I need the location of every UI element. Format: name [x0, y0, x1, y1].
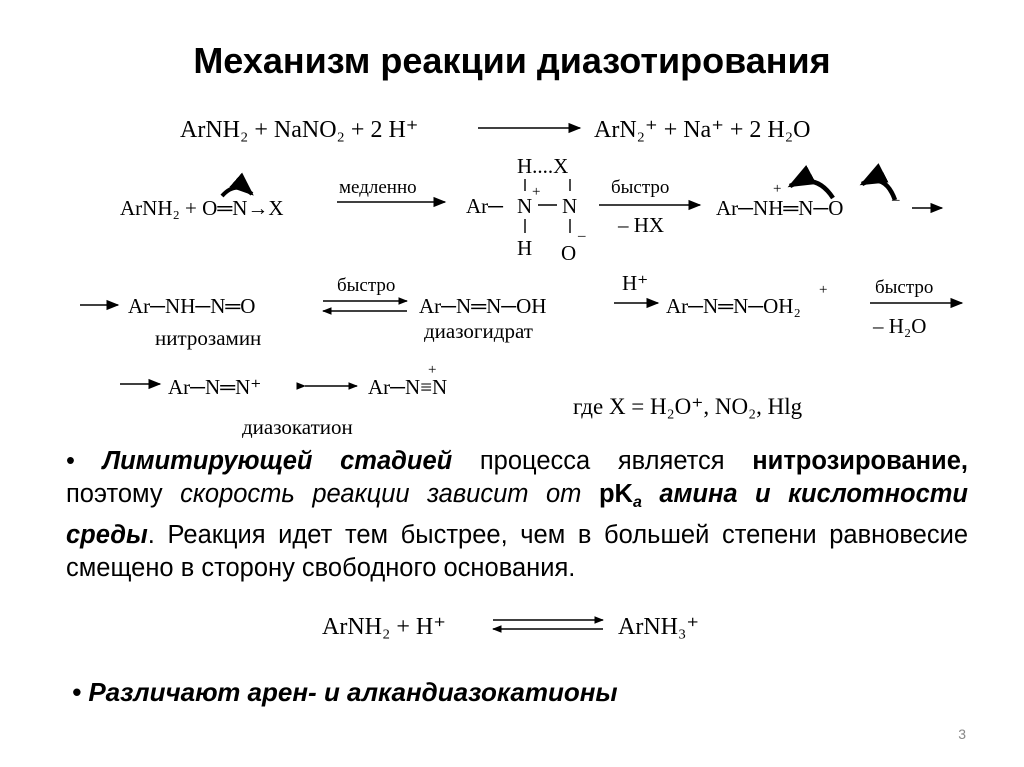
fast-label-3: быстро — [875, 277, 934, 298]
intermediate-o: O — [561, 241, 577, 265]
minus-hx: – HX — [618, 213, 665, 237]
minus-h2o: – H₂O — [873, 314, 927, 338]
fast-label-1: быстро — [611, 177, 670, 198]
plus-sign-4: + — [428, 362, 437, 378]
h-plus-label: H⁺ — [622, 271, 649, 295]
minus-sign-o: – — [578, 228, 586, 244]
equilibrium-right: ArNH₃⁺ — [618, 614, 700, 640]
x-definition: где X = H₂O⁺, NO₂, Hlg — [573, 394, 803, 419]
diazohydrate: Ar─N═N─OH — [419, 294, 547, 318]
intermediate-ar: Ar─ — [466, 194, 504, 218]
protonated: Ar─N═N─OH₂ — [666, 294, 801, 318]
plus-sign-3: + — [819, 282, 828, 298]
bullet1-text-4: поэтому — [66, 479, 181, 508]
intermediate-n1: N — [517, 194, 533, 218]
curved-arrow-icon — [222, 187, 252, 196]
bullet1-paragraph — [66, 445, 968, 584]
slide-title: Механизм реакции диазотирования — [193, 40, 831, 81]
amine-acidity-text: амина и кислотности среды — [66, 479, 969, 549]
nitrosamine-label: нитрозамин — [155, 326, 262, 350]
nitrosation-text: нитрозирование, — [752, 447, 968, 475]
pka-text: pK — [598, 479, 633, 508]
slow-label: медленно — [339, 177, 417, 198]
intermediate-h: H — [517, 236, 533, 260]
intermediate-n2: N — [562, 194, 578, 218]
diazocation-2: Ar─N≡N — [368, 375, 448, 399]
bullet1-text-2: процесса является — [452, 447, 753, 475]
diazohydrate-label: диазогидрат — [424, 319, 533, 343]
overall-right: ArN₂⁺ + Na⁺ + 2 H₂O — [594, 117, 811, 143]
plus-sign-2: + — [773, 181, 782, 197]
limiting-stage-text: Лимитирующей стадией — [102, 447, 453, 475]
diazocation-label: диазокатион — [242, 415, 353, 439]
bullet1-text-8: . Реакция идет тем быстрее, чем в большей степени равновесие смещено в сторону свободного основания. — [66, 521, 968, 582]
bullet1-dot: • — [66, 447, 75, 475]
nitrosamine: Ar─NH─N═O — [128, 294, 256, 318]
bullet2-text: • Различают арен- и алкандиазокатионы — [72, 677, 618, 707]
minus-sign-o2: – — [892, 192, 900, 208]
intermediate-top: H....X — [517, 154, 569, 178]
page-number: 3 — [958, 726, 966, 742]
equilibrium-left: ArNH₂ + H⁺ — [322, 614, 446, 640]
step1-reactants: ArNH₂ + O═N→X — [120, 196, 284, 220]
rate-depends-text: скорость реакции зависит от — [180, 479, 582, 508]
curved-arrow-icon-3 — [862, 180, 895, 200]
plus-sign-1: + — [532, 184, 541, 200]
pka-subscript: a — [632, 493, 642, 511]
overall-left: ArNH₂ + NaNO₂ + 2 H⁺ — [180, 117, 419, 143]
diazocation-1: Ar─N═N⁺ — [168, 375, 262, 399]
step1-product: Ar─NH═N─O — [716, 196, 844, 220]
fast-label-2: быстро — [337, 275, 396, 296]
